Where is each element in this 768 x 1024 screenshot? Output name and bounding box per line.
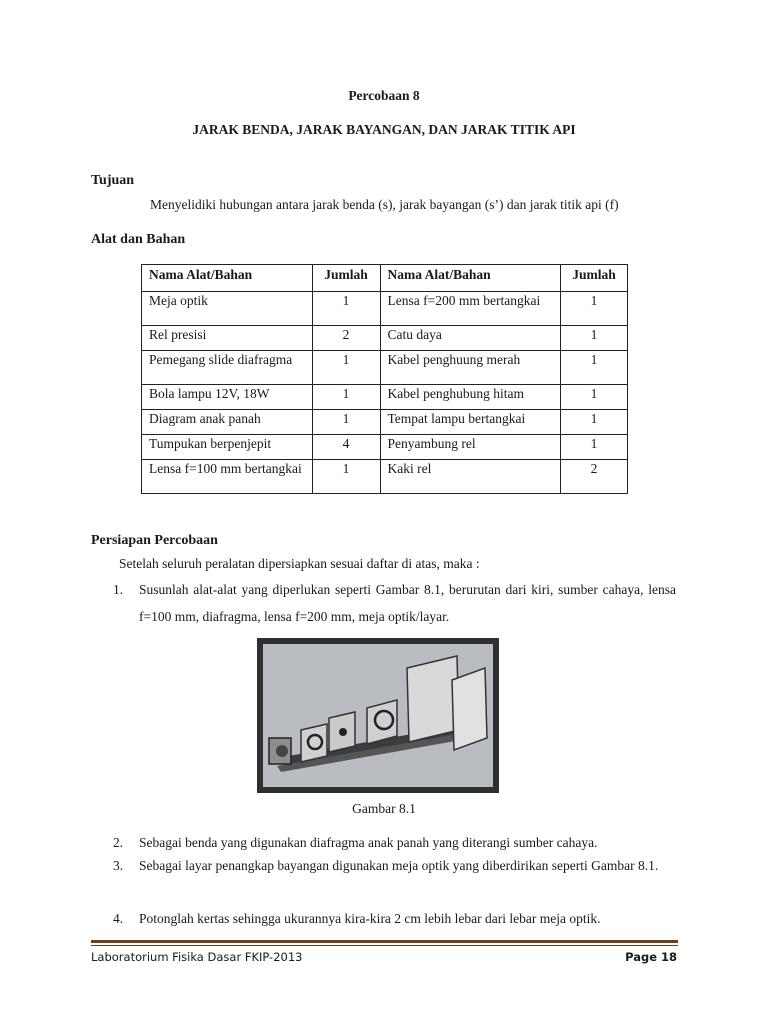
step-text: Sebagai benda yang digunakan diafragma anak panah yang diterangi sumber cahaya. bbox=[139, 835, 598, 850]
table-cell: Kaki rel bbox=[380, 460, 561, 494]
table-cell: 1 bbox=[312, 292, 380, 326]
table-cell: Kabel penghuung merah bbox=[380, 351, 561, 385]
table-row bbox=[142, 326, 628, 351]
footer-rule bbox=[91, 940, 678, 943]
table-row bbox=[142, 385, 628, 410]
table-header-row bbox=[142, 265, 628, 292]
table-row bbox=[142, 351, 628, 385]
table-cell: 4 bbox=[312, 435, 380, 460]
optical-bench-figure bbox=[257, 638, 499, 793]
table-cell: 1 bbox=[312, 460, 380, 494]
experiment-number: Percobaan 8 bbox=[348, 88, 420, 103]
table-row bbox=[142, 410, 628, 435]
column-header: Jumlah bbox=[561, 265, 628, 292]
table-row bbox=[142, 292, 628, 326]
footer-left: Laboratorium Fisika Dasar FKIP-2013 bbox=[91, 950, 303, 964]
column-header: Nama Alat/Bahan bbox=[142, 265, 313, 292]
table-cell: Lensa f=100 mm bertangkai bbox=[142, 460, 313, 494]
persiapan-heading: Persiapan Percobaan bbox=[91, 533, 218, 548]
step-number: 3. bbox=[113, 858, 124, 873]
step-number: 4. bbox=[113, 911, 124, 926]
page-number: Page 18 bbox=[625, 950, 677, 964]
equipment-table bbox=[141, 264, 628, 494]
table-cell: Meja optik bbox=[142, 292, 313, 326]
table-cell: Lensa f=200 mm bertangkai bbox=[380, 292, 561, 326]
table-cell: 1 bbox=[561, 410, 628, 435]
optical-bench-illustration bbox=[257, 638, 499, 793]
table-row bbox=[142, 435, 628, 460]
table-cell: Pemegang slide diafragma bbox=[142, 351, 313, 385]
table-cell: 1 bbox=[561, 435, 628, 460]
table-cell: 1 bbox=[561, 326, 628, 351]
table-cell: Kabel penghubung hitam bbox=[380, 385, 561, 410]
column-header: Nama Alat/Bahan bbox=[380, 265, 561, 292]
step-text: Sebagai layar penangkap bayangan digunakan meja optik yang diberdirikan seperti Gambar 8.1. bbox=[139, 858, 659, 873]
table-cell: Tumpukan berpenjepit bbox=[142, 435, 313, 460]
table-cell: 2 bbox=[561, 460, 628, 494]
table-cell: 1 bbox=[561, 351, 628, 385]
alat-heading: Alat dan Bahan bbox=[91, 232, 186, 247]
column-header: Jumlah bbox=[312, 265, 380, 292]
table-cell: 1 bbox=[561, 292, 628, 326]
table-cell: 1 bbox=[312, 351, 380, 385]
footer-rule-thin bbox=[91, 945, 678, 946]
figure-caption: Gambar 8.1 bbox=[352, 801, 416, 816]
table-row bbox=[142, 460, 628, 494]
table-cell: Penyambung rel bbox=[380, 435, 561, 460]
step-number: 1. bbox=[113, 582, 124, 597]
table-cell: Tempat lampu bertangkai bbox=[380, 410, 561, 435]
table-cell: 2 bbox=[312, 326, 380, 351]
table-cell: 1 bbox=[561, 385, 628, 410]
step-number: 2. bbox=[113, 835, 124, 850]
persiapan-intro: Setelah seluruh peralatan dipersiapkan sesuai daftar di atas, maka : bbox=[119, 556, 480, 571]
table-cell: Diagram anak panah bbox=[142, 410, 313, 435]
table-cell: 1 bbox=[312, 385, 380, 410]
table-cell: Bola lampu 12V, 18W bbox=[142, 385, 313, 410]
tujuan-text: Menyelidiki hubungan antara jarak benda (s), jarak bayangan (s’) dan jarak titik api (f) bbox=[150, 197, 619, 212]
table-cell: Rel presisi bbox=[142, 326, 313, 351]
table-cell: Catu daya bbox=[380, 326, 561, 351]
step-text: Potonglah kertas sehingga ukurannya kira-kira 2 cm lebih lebar dari lebar meja optik. bbox=[139, 911, 601, 926]
page-title: JARAK BENDA, JARAK BAYANGAN, DAN JARAK TITIK API bbox=[192, 122, 576, 137]
tujuan-heading: Tujuan bbox=[91, 173, 135, 188]
step-text: Susunlah alat-alat yang diperlukan seperti Gambar 8.1, berurutan dari kiri, sumber cahaya, lensa f=100 mm, diafragma, lensa f=200 mm, meja optik/layar. bbox=[139, 582, 676, 624]
table-cell: 1 bbox=[312, 410, 380, 435]
